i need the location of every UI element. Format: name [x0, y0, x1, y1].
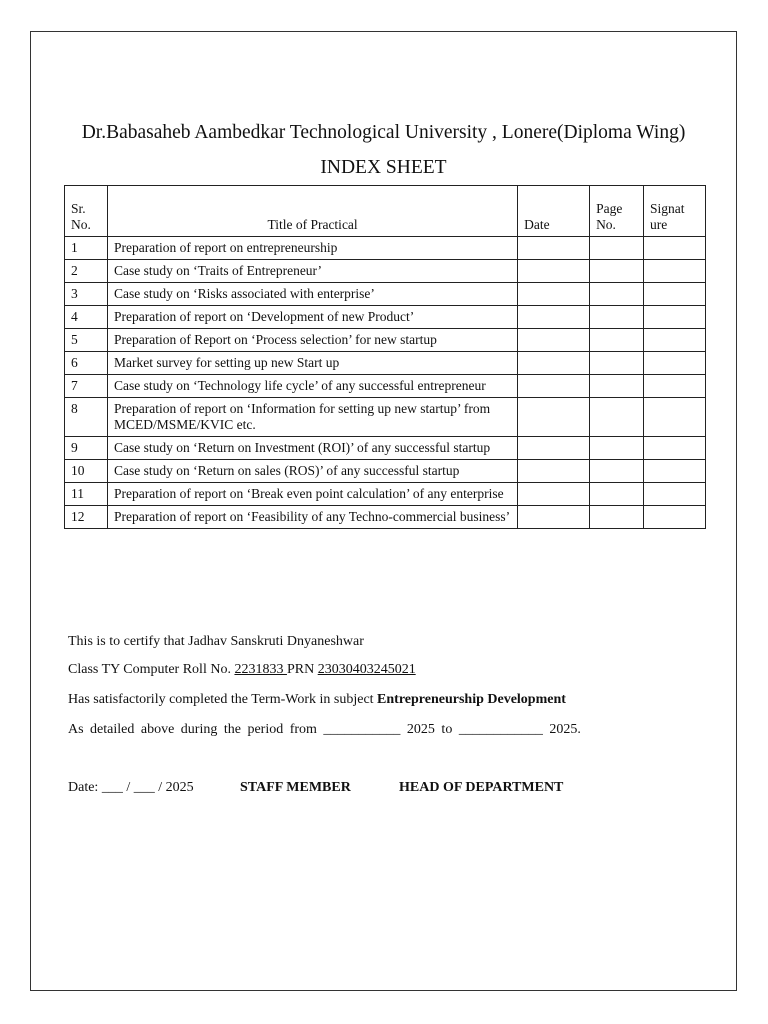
- row-number: 12: [65, 506, 108, 529]
- row-date-cell: [518, 506, 590, 529]
- row-signature-cell: [644, 283, 706, 306]
- row-page-cell: [590, 237, 644, 260]
- row-number: 3: [65, 283, 108, 306]
- row-signature-cell: [644, 483, 706, 506]
- subject-line: Has satisfactorily completed the Term-Work in subject Entrepreneurship Development: [68, 692, 566, 707]
- header-title: Title of Practical: [107, 186, 517, 237]
- row-page-cell: [590, 375, 644, 398]
- row-signature-cell: [644, 237, 706, 260]
- header-sr-no: Sr. No.: [65, 186, 108, 237]
- row-number: 5: [65, 329, 108, 352]
- roll-number: 2231833: [234, 662, 287, 677]
- row-date-cell: [518, 237, 590, 260]
- header-date: Date: [518, 186, 590, 237]
- row-page-cell: [590, 437, 644, 460]
- table-row: [65, 437, 706, 460]
- row-number: 7: [65, 375, 108, 398]
- row-date-cell: [518, 398, 590, 437]
- row-date-cell: [518, 260, 590, 283]
- row-date-cell: [518, 306, 590, 329]
- row-date-cell: [518, 283, 590, 306]
- row-date-cell: [518, 483, 590, 506]
- row-title: Preparation of report on ‘Break even point calculation’ of any enterprise: [107, 483, 517, 506]
- table-row: [65, 483, 706, 506]
- row-signature-cell: [644, 352, 706, 375]
- table-body: [65, 237, 706, 529]
- row-page-cell: [590, 352, 644, 375]
- period-line: As detailed above during the period from ___________ 2025 to ____________ 2025.: [68, 722, 581, 737]
- table-row: [65, 375, 706, 398]
- row-date-cell: [518, 352, 590, 375]
- row-page-cell: [590, 329, 644, 352]
- row-signature-cell: [644, 260, 706, 283]
- row-title: Preparation of report on ‘Development of new Product’: [107, 306, 517, 329]
- row-signature-cell: [644, 437, 706, 460]
- row-number: 1: [65, 237, 108, 260]
- table-row: [65, 460, 706, 483]
- class-roll-line: Class TY Computer Roll No. 2231833 PRN 23030403245021: [68, 662, 416, 677]
- index-sheet-title: INDEX SHEET: [320, 157, 447, 178]
- row-number: 6: [65, 352, 108, 375]
- table-header-row: [65, 186, 706, 237]
- row-title: Case study on ‘Risks associated with enterprise’: [107, 283, 517, 306]
- row-title: Preparation of report on entrepreneurship: [107, 237, 517, 260]
- table-row: [65, 283, 706, 306]
- row-signature-cell: [644, 306, 706, 329]
- row-title: Preparation of Report on ‘Process selection’ for new startup: [107, 329, 517, 352]
- table-row: [65, 398, 706, 437]
- row-signature-cell: [644, 329, 706, 352]
- table-row: [65, 352, 706, 375]
- row-page-cell: [590, 506, 644, 529]
- university-title: Dr.Babasaheb Aambedkar Technological University , Lonere(Diploma Wing): [81, 122, 686, 143]
- row-number: 8: [65, 398, 108, 437]
- row-page-cell: [590, 283, 644, 306]
- row-page-cell: [590, 460, 644, 483]
- subject-name: Entrepreneurship Development: [377, 692, 566, 707]
- row-title: Case study on ‘Technology life cycle’ of any successful entrepreneur: [107, 375, 517, 398]
- row-title: Case study on ‘Traits of Entrepreneur’: [107, 260, 517, 283]
- document-page: [30, 31, 737, 991]
- header-page-no: Page No.: [590, 186, 644, 237]
- row-page-cell: [590, 260, 644, 283]
- row-title: Case study on ‘Return on sales (ROS)’ of any successful startup: [107, 460, 517, 483]
- row-date-cell: [518, 437, 590, 460]
- row-page-cell: [590, 398, 644, 437]
- row-signature-cell: [644, 398, 706, 437]
- row-date-cell: [518, 329, 590, 352]
- prn-number: 23030403245021: [317, 662, 416, 677]
- row-signature-cell: [644, 460, 706, 483]
- row-page-cell: [590, 306, 644, 329]
- row-number: 9: [65, 437, 108, 460]
- row-title: Preparation of report on ‘Information for setting up new startup’ from MCED/MSME/KVIC etc.: [107, 398, 517, 437]
- table-row: [65, 237, 706, 260]
- row-signature-cell: [644, 375, 706, 398]
- certify-line: This is to certify that Jadhav Sanskruti Dnyaneshwar: [68, 634, 364, 649]
- index-table: [64, 185, 706, 529]
- hod-label: HEAD OF DEPARTMENT: [399, 780, 564, 795]
- row-title: Market survey for setting up new Start up: [107, 352, 517, 375]
- row-page-cell: [590, 483, 644, 506]
- row-date-cell: [518, 460, 590, 483]
- row-date-cell: [518, 375, 590, 398]
- row-number: 11: [65, 483, 108, 506]
- row-number: 4: [65, 306, 108, 329]
- staff-member-label: STAFF MEMBER: [240, 780, 351, 795]
- date-field: Date: ___ / ___ / 2025: [68, 780, 194, 795]
- table-row: [65, 329, 706, 352]
- row-number: 2: [65, 260, 108, 283]
- row-signature-cell: [644, 506, 706, 529]
- row-number: 10: [65, 460, 108, 483]
- table-row: [65, 306, 706, 329]
- row-title: Preparation of report on ‘Feasibility of any Techno-commercial business’: [107, 506, 517, 529]
- table-row: [65, 506, 706, 529]
- header-signature: Signat ure: [644, 186, 706, 237]
- table-row: [65, 260, 706, 283]
- row-title: Case study on ‘Return on Investment (ROI)’ of any successful startup: [107, 437, 517, 460]
